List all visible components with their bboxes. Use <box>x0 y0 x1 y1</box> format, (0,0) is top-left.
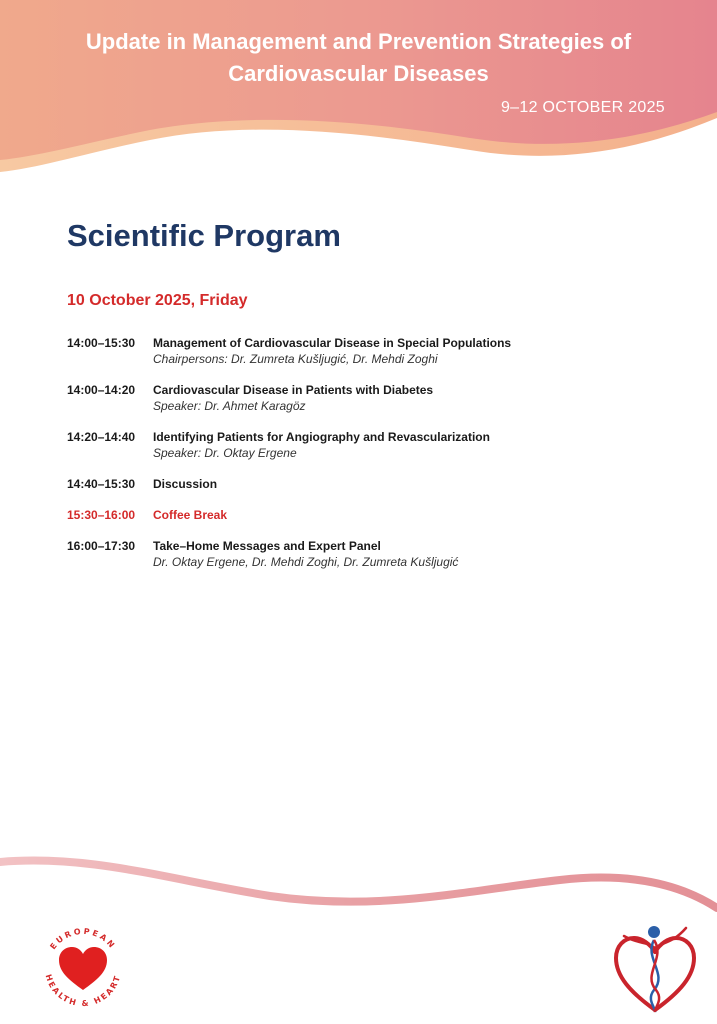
event-title <box>20 26 697 90</box>
page-title: Scientific Program <box>67 218 341 253</box>
session-title: Cardiovascular Disease in Patients with Diabetes <box>153 383 434 397</box>
session-row <box>67 336 667 367</box>
schedule <box>67 336 667 586</box>
event-title-line2: Cardiovascular Diseases <box>228 61 489 86</box>
session-people: Speaker: Dr. Ahmet Karagöz <box>153 399 306 413</box>
european-health-heart-logo <box>35 920 131 1016</box>
heart-icon <box>59 947 107 990</box>
session-people: Speaker: Dr. Oktay Ergene <box>153 446 297 460</box>
svg-text:EUROPEAN: EUROPEAN <box>48 926 118 952</box>
session-people: Dr. Oktay Ergene, Dr. Mehdi Zoghi, Dr. Zumreta Kušljugić <box>153 555 459 569</box>
session-row <box>67 477 667 492</box>
session-row-coffee-break <box>67 508 667 523</box>
session-time: 15:30–16:00 <box>67 508 136 522</box>
session-time: 14:20–14:40 <box>67 430 136 444</box>
session-title: Coffee Break <box>153 508 228 522</box>
session-row <box>67 430 667 461</box>
session-time: 14:00–15:30 <box>67 336 136 350</box>
session-time: 16:00–17:30 <box>67 539 136 553</box>
event-dates: 9–12 OCTOBER 2025 <box>500 99 665 116</box>
session-time: 14:00–14:20 <box>67 383 136 397</box>
event-title-line1: Update in Management and Prevention Strategies of <box>85 29 632 54</box>
svg-text:HEALTH & HEART: HEALTH & HEART <box>43 973 123 1009</box>
session-title: Take–Home Messages and Expert Panel <box>153 539 381 553</box>
session-row <box>67 539 667 570</box>
session-title: Discussion <box>153 477 218 491</box>
session-title: Management of Cardiovascular Disease in Special Populations <box>153 336 512 350</box>
session-row <box>67 383 667 414</box>
figure-heart-icon <box>610 918 700 1018</box>
day-heading: 10 October 2025, Friday <box>67 292 248 309</box>
session-title: Identifying Patients for Angiography and Revascularization <box>153 430 490 444</box>
session-people: Chairpersons: Dr. Zumreta Kušljugić, Dr. Mehdi Zoghi <box>153 352 438 366</box>
session-time: 14:40–15:30 <box>67 477 136 491</box>
